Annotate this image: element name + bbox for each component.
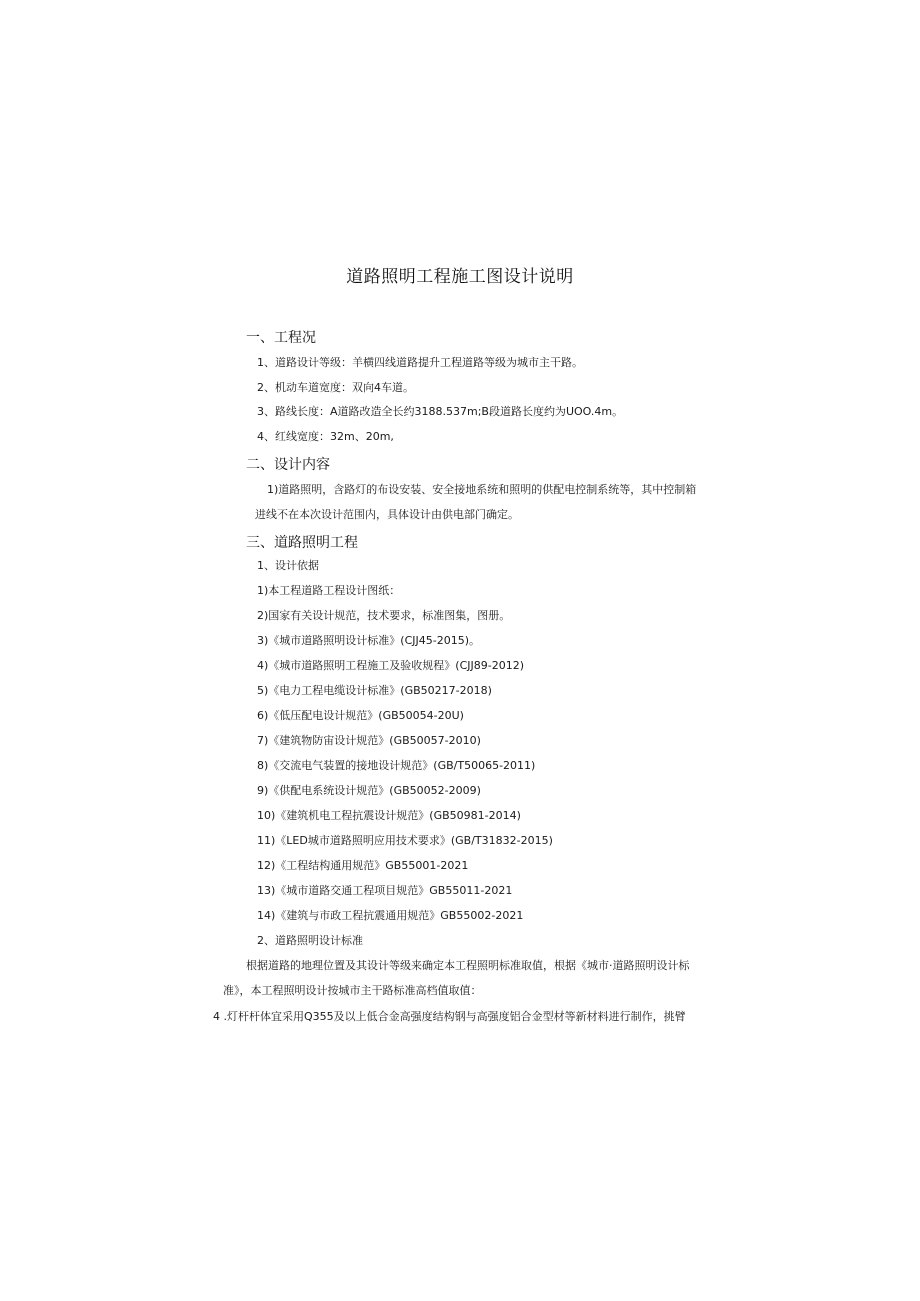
basis-item: 6)《低压配电设计规范》(GB50054-20U) — [257, 709, 464, 722]
basis-item: 13)《城市道路交通工程项目规范》GB55011-2021 — [257, 884, 513, 897]
basis-item: 8)《交流电气装置的接地设计规范》(GB/T50065-2011) — [257, 759, 536, 772]
standard-paragraph: 根据道路的地理位置及其设计等级来确定本工程照明标准取值，根据《城市·道路照明设计标 — [246, 959, 690, 972]
basis-item: 1)本工程道路工程设计图纸： — [257, 584, 401, 597]
section-heading-design-content: 二、设计内容 — [246, 457, 330, 473]
design-content-paragraph: 1)道路照明，含路灯的布设安装、安全接地系统和照明的供配电控制系统等，其中控制箱 — [267, 483, 697, 496]
section-heading-overview: 一、工程况 — [246, 330, 316, 346]
basis-item: 3)《城市道路照明设计标准》(CJJ45-2015)。 — [257, 634, 481, 647]
design-content-paragraph-cont: 进线不在本次设计范围内，具体设计由供电部门确定。 — [255, 508, 519, 521]
basis-item: 11)《LED城市道路照明应用技术要求》(GB/T31832-2015) — [257, 834, 553, 847]
basis-item: 2)国家有关设计规范，技术要求，标准图集，图册。 — [257, 609, 511, 622]
overview-line-2: 2、机动车道宽度：双向4车道。 — [257, 381, 414, 394]
sub-heading-design-basis: 1、设计依据 — [257, 559, 319, 572]
section-heading-road-lighting: 三、道路照明工程 — [246, 535, 358, 551]
pole-material-line: 4 .灯杆杆体宜采用Q355及以上低合金高强度结构钢与高强度铝合金型材等新材料进行制作，挑臂 — [213, 1010, 686, 1023]
basis-item: 7)《建筑物防宙设计规范》(GB50057-2010) — [257, 734, 481, 747]
page-title: 道路照明工程施工图设计说明 — [346, 267, 574, 287]
basis-item: 12)《工程结构通用规范》GB55001-2021 — [257, 859, 469, 872]
standard-paragraph-cont: 准》，本工程照明设计按城市主干路标准高档值取值： — [223, 984, 482, 997]
overview-line-4: 4、红线宽度：32m、20m, — [257, 430, 394, 443]
basis-item: 5)《电力工程电缆设计标准》(GB50217-2018) — [257, 684, 492, 697]
basis-item: 9)《供配电系统设计规范》(GB50052-2009) — [257, 784, 481, 797]
overview-line-1: 1、道路设计等级：羊横四线道路提升工程道路等级为城市主干路。 — [257, 356, 583, 369]
overview-line-3: 3、路线长度：A道路改造全长约3188.537m;B段道路长度约为UOO.4m。 — [257, 405, 624, 418]
sub-heading-lighting-standard: 2、道路照明设计标准 — [257, 934, 363, 947]
basis-item: 10)《建筑机电工程抗震设计规范》(GB50981-2014) — [257, 809, 521, 822]
basis-item: 14)《建筑与市政工程抗震通用规范》GB55002-2021 — [257, 909, 524, 922]
basis-item: 4)《城市道路照明工程施工及验收规程》(CJJ89-2012) — [257, 659, 525, 672]
